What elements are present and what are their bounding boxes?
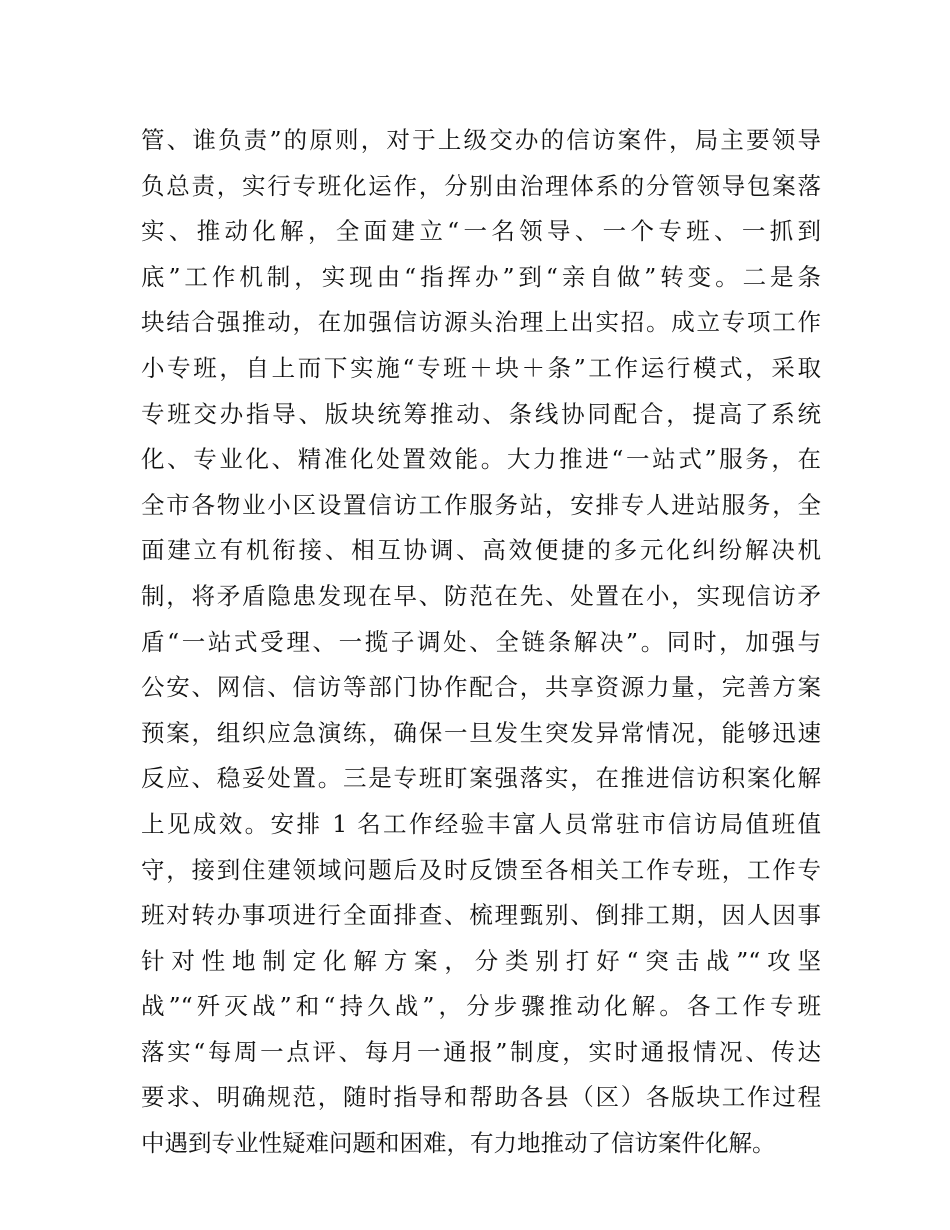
text-line: 块结合强推动，在加强信访源头治理上出实招。成立专项工作 [141, 308, 821, 337]
text-line: 要求、明确规范，随时指导和帮助各县（区）各版块工作过程 [141, 1083, 821, 1112]
text-line: 制，将矛盾隐患发现在早、防范在先、处置在小，实现信访矛 [141, 581, 821, 610]
text-line: 公安、网信、信访等部门协作配合，共享资源力量，完善方案 [141, 673, 821, 702]
text-line: 预案，组织应急演练，确保一旦发生突发异常情况，能够迅速 [141, 718, 821, 747]
text-line: 盾“一站式受理、一揽子调处、全链条解决”。同时，加强与 [141, 627, 821, 656]
body-paragraph [141, 118, 821, 1167]
text-line: 底”工作机制，实现由“指挥办”到“亲自做”转变。二是条 [141, 262, 821, 291]
text-line: 守，接到住建领域问题后及时反馈至各相关工作专班，工作专 [141, 855, 821, 884]
text-line: 中遇到专业性疑难问题和困难，有力地推动了信访案件化解。 [141, 1129, 776, 1158]
text-line: 班对转办事项进行全面排查、梳理甄别、倒排工期，因人因事 [141, 901, 821, 930]
text-line: 落实“每周一点评、每月一通报”制度，实时通报情况、传达 [141, 1037, 821, 1066]
text-line: 反应、稳妥处置。三是专班盯案强落实，在推进信访积案化解 [141, 764, 821, 793]
text-line: 上见成效。安排 1 名工作经验丰富人员常驻市信访局值班值 [141, 809, 821, 838]
text-line: 小专班，自上而下实施“专班＋块＋条”工作运行模式，采取 [141, 353, 821, 382]
text-line: 化、专业化、精准化处置效能。大力推进“一站式”服务，在 [141, 445, 821, 474]
text-line: 全市各物业小区设置信访工作服务站，安排专人进站服务，全 [141, 490, 821, 519]
text-line: 管、谁负责”的原则，对于上级交办的信访案件，局主要领导 [141, 126, 821, 154]
text-line: 负总责，实行专班化运作，分别由治理体系的分管领导包案落 [141, 171, 821, 200]
text-line: 面建立有机衔接、相互协调、高效便捷的多元化纠纷解决机 [141, 536, 821, 565]
text-line: 实、推动化解，全面建立“一名领导、一个专班、一抓到 [141, 217, 821, 246]
text-line: 战”“歼灭战”和“持久战”，分步骤推动化解。各工作专班 [141, 992, 821, 1021]
text-line: 专班交办指导、版块统筹推动、条线协同配合，提高了系统 [141, 399, 821, 428]
text-line: 针对性地制定化解方案，分类别打好“突击战”“攻坚 [141, 946, 821, 975]
